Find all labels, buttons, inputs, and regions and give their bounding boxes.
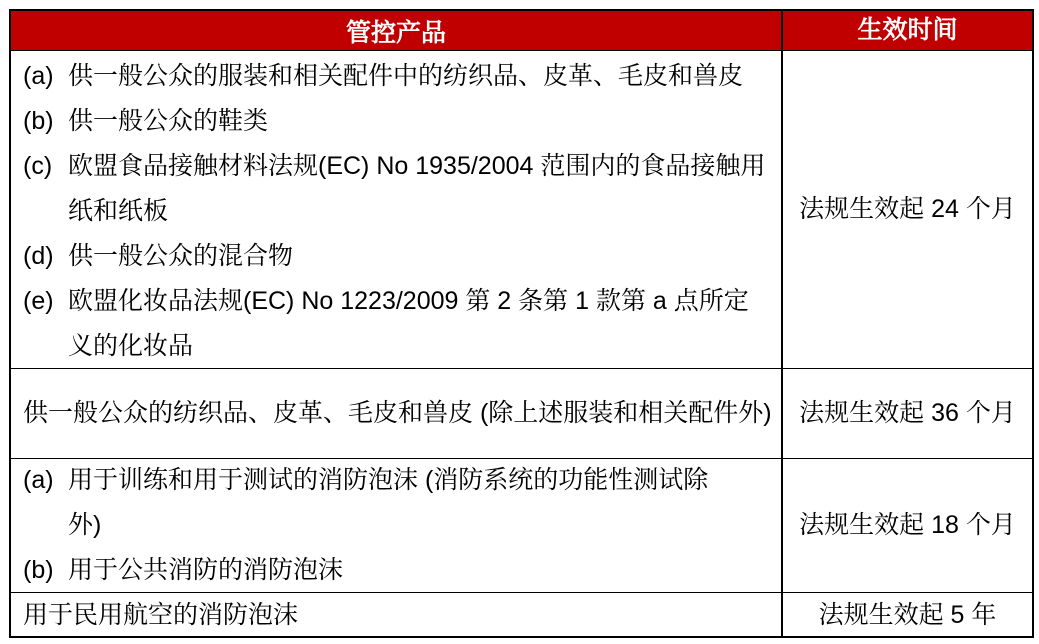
regulation-table [9,9,1034,638]
effective-time-text: 法规生效起 36 个月 [799,399,1016,427]
header-time-label: 生效时间 [857,16,958,44]
list-item [11,458,781,548]
list-item-text: 供一般公众的混合物 [68,242,294,270]
table-row [11,458,1032,592]
list-marker: (a) [23,466,54,494]
products-cell [11,459,781,592]
header-products-label: 管控产品 [345,18,446,47]
list-marker: (d) [23,242,54,270]
product-text: 供一般公众的纺织品、皮革、毛皮和兽皮 (除上述服装和相关配件外) [23,399,772,427]
effective-time-cell [781,51,1032,368]
list-marker: (c) [23,152,53,180]
list-item-text: 供一般公众的鞋类 [68,107,269,135]
list-item-text: 欧盟化妆品法规(EC) No 1223/2009 第 2 条第 1 款第 a 点所定义的化妆品 [68,287,749,360]
header-cell-effective-time [781,11,1032,50]
table-row [11,368,1032,458]
effective-time-text: 法规生效起 24 个月 [799,195,1016,223]
list-item-text: 用于公共消防的消防泡沫 [68,556,344,584]
effective-time-cell [781,593,1032,638]
table-row [11,50,1032,368]
list-item-text: 供一般公众的服装和相关配件中的纺织品、皮革、毛皮和兽皮 [68,62,744,90]
list-item [11,54,781,99]
list-item [11,99,781,144]
list-item-text: 欧盟食品接触材料法规(EC) No 1935/2004 范围内的食品接触用纸和纸板 [68,152,766,225]
header-cell-products [11,11,781,50]
list-marker: (b) [23,107,54,135]
list-item [11,144,781,234]
effective-time-cell [781,459,1032,592]
products-cell [11,51,781,368]
effective-time-text: 法规生效起 5 年 [818,601,997,629]
table-row [11,592,1032,638]
list-item [11,234,781,279]
list-item [11,279,781,369]
table-header-row [11,11,1032,50]
effective-time-text: 法规生效起 18 个月 [799,511,1016,539]
product-text: 用于民用航空的消防泡沫 [23,601,299,629]
list-marker: (e) [23,287,54,315]
list-item-text: 用于训练和用于测试的消防泡沫 (消防系统的功能性测试除外) [68,466,709,539]
list-marker: (a) [23,62,54,90]
list-marker: (b) [23,556,54,584]
list-item [11,548,781,593]
products-cell [11,593,781,638]
effective-time-cell [781,369,1032,458]
products-cell [11,369,781,458]
